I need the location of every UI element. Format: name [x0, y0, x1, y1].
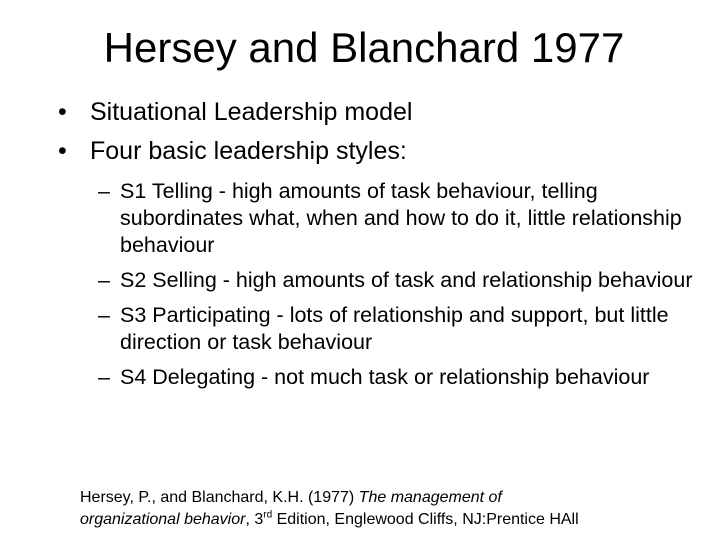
reference-edition-suffix: rd: [263, 509, 273, 521]
reference-publisher: Edition, Englewood Cliffs, NJ:Prentice HAll: [272, 511, 579, 528]
bullet-text: Four basic leadership styles:: [90, 137, 407, 165]
sub-bullet-marker: –: [98, 179, 110, 203]
sub-bullet-marker: –: [98, 268, 110, 292]
sub-bullet-text: S1 Telling - high amounts of task behaviour, telling subordinates what, when and how to do it, little relationship behaviour: [120, 179, 682, 257]
reference-book-title-1: The management of: [358, 489, 502, 506]
sub-bullet-item: [98, 302, 698, 356]
reference-edition-prefix: , 3: [245, 511, 264, 528]
sub-bullet-item: [98, 364, 698, 391]
bullet-text: Situational Leadership model: [90, 98, 413, 126]
reference-citation: [80, 487, 720, 531]
bullet-item: [58, 96, 708, 129]
sub-bullet-text: S4 Delegating - not much task or relationship behaviour: [120, 365, 650, 389]
bullet-marker: •: [58, 137, 67, 165]
sub-bullet-text: S3 Participating - lots of relationship and support, but little direction or task behaviour: [120, 303, 669, 354]
reference-book-title-2: organizational behavior: [80, 511, 246, 528]
sub-bullet-text: S2 Selling - high amounts of task and relationship behaviour: [120, 268, 693, 292]
bullet-item: [58, 135, 708, 168]
sub-bullet-item: [98, 178, 698, 259]
slide-title: Hersey and Blanchard 1977: [103, 24, 625, 71]
bullet-marker: •: [58, 98, 67, 126]
sub-bullet-list: [98, 178, 698, 399]
sub-bullet-item: [98, 267, 698, 294]
sub-bullet-marker: –: [98, 365, 110, 389]
sub-bullet-marker: –: [98, 303, 110, 327]
reference-authors: Hersey, P., and Blanchard, K.H. (1977): [80, 489, 359, 506]
main-bullet-list: [58, 96, 708, 174]
